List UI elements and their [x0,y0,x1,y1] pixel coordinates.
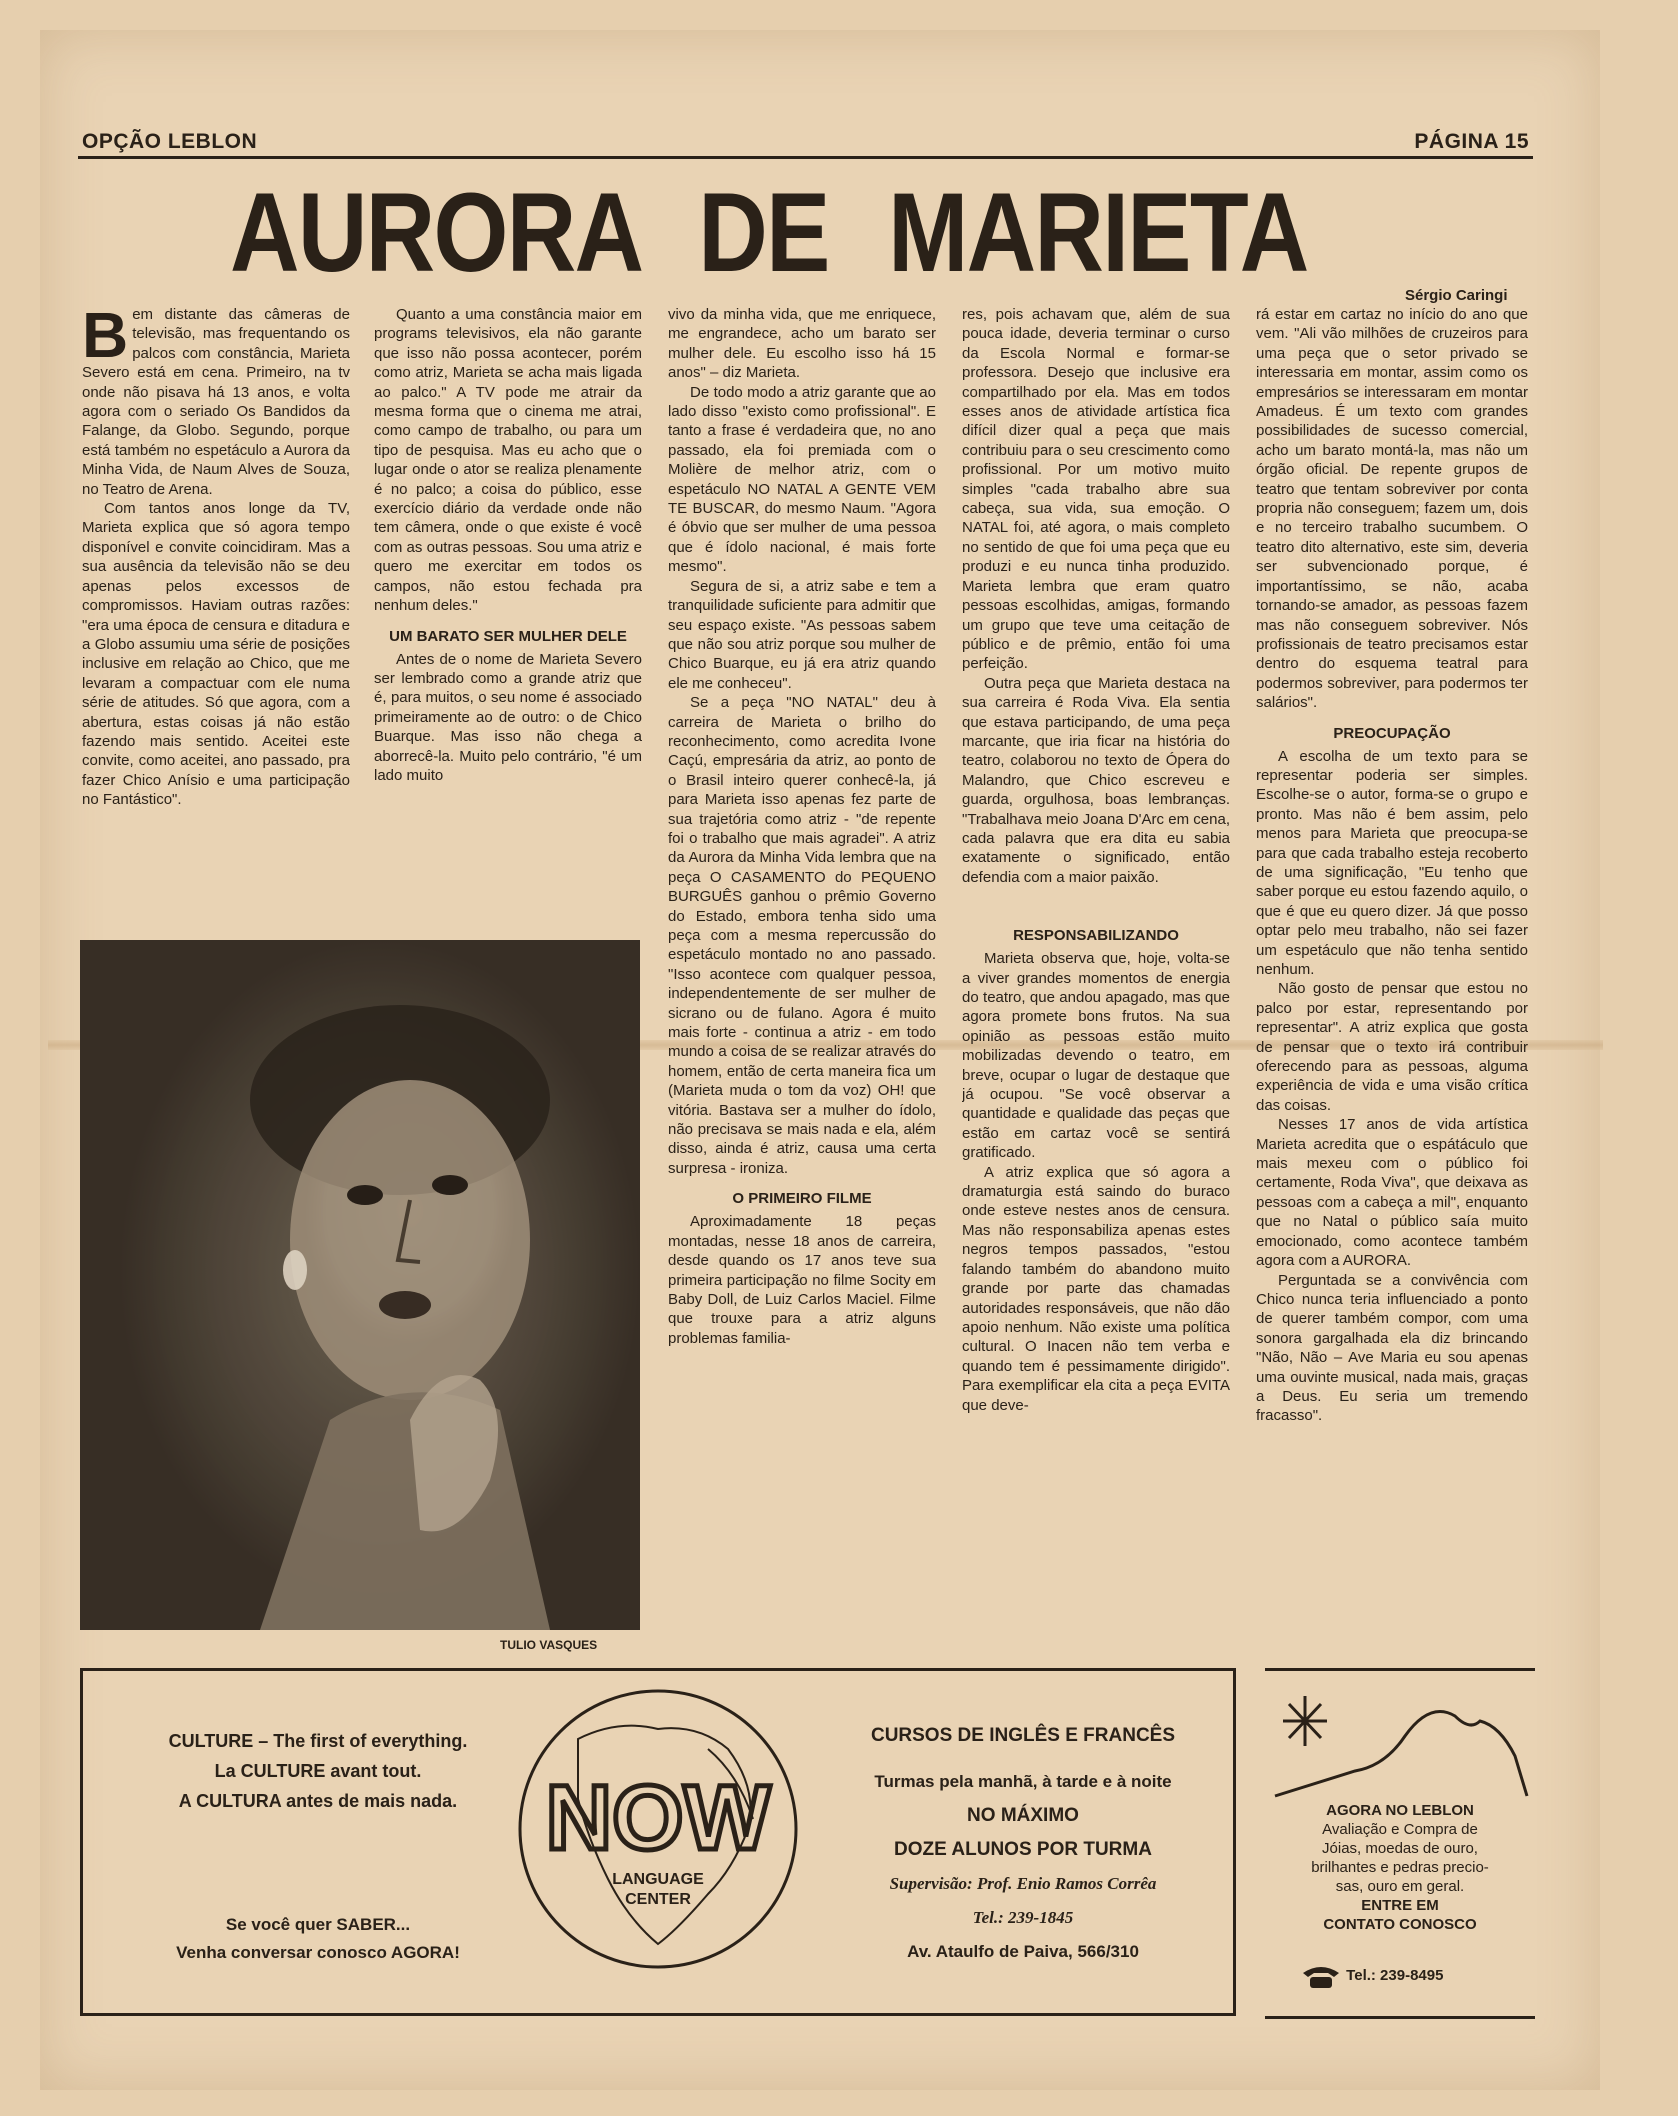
portrait-illustration [80,940,640,1630]
page-number: PÁGINA 15 [1414,130,1529,153]
subheading: UM BARATO SER MULHER DELE [389,627,627,645]
paragraph: A atriz explica que só agora a dramaturgia está saindo do buraco onde esteve nestes anos de censura. Mas não responsabiliza apenas estes negros tempos passados, "estou falando também do abandono muito grande por parte das chamadas autoridades responsáveis, que não dão apoio nenhum. Não existe uma política cultural. O Inacen não tem verba e quando tem é pessimamente dirigido". Para exemplificar ela cita a peça EVITA que deve- [962,1163,1230,1414]
telephone-icon [1300,1963,1342,1989]
drop-cap: B [82,305,129,371]
article-column-1 [82,305,350,917]
ad-agora-no-leblon [1265,1668,1535,2019]
portrait-photo [80,940,640,1630]
paragraph: Quanto a uma constância maior em programs televisivos, ela não garante que isso não possa acontecer, porém como atriz, Marieta se acha mais ligada ao palco." A TV pode me atrair da mesma forma que o cinema me atrai, como campo de trabalho, ou para um tipo de pesquisa. Mas eu acho que o lugar onde o ator se realiza plenamente é no palco; a coisa do público, esse exercício diário da verdade onde não tem câmera, onde o que existe é você com as outras pessoas. Sou uma atriz e quero me exercitar em todos os campos, não estou fechada pra nenhum deles." [374,306,642,615]
paragraph: res, pois achavam que, além de sua pouca idade, deveria terminar o curso da Escola Normal e formar-se professora. Desejo que inclusive era compartilhado por ela. Mas em todos esses anos de atividade artística fica difícil dizer qual a peça que mais contribuiu para o seu crescimento como profissional. Por um motivo muito simples "cada trabalho abre sua cabeça, sua vida, sua emoção. O NATAL foi, até agora, o mais completo no sentido de que foi uma peça que eu produzi e eu nunca tinha produzido. Marieta lembra que eram quatro pessoas escolhidas, amigas, formando um grupo que teve uma ceitação de público e de prêmio, então foi uma perfeição. [962,306,1230,673]
paragraph: Não gosto de pensar que estou no palco por estar, representando por representar". A atriz explica que gosta de pensar que o texto irá contribuir oferecendo para as pessoas, alguma experiência de vida e uma visão crítica das coisas. [1256,980,1528,1114]
article-column-4 [962,305,1230,1637]
logo-now: NOW [545,1767,771,1869]
agora-line: Avaliação e Compra de [1322,1821,1478,1838]
paragraph: Com tantos anos longe da TV, Marieta explica que só agora tempo disponível e convite coincidiram. Mas a sua ausência da televisão não se deu apenas pelos excessos de compromissos. Haviam outras razões: "era uma época de censura e ditadura e a Globo assumiu uma série de posições inclusive em relação ao Chico, que me levaram a compactuar com ele numa série de atitudes. Só que agora, com a abertura, estas coisas já não estão fazendo mais sentido. Aceitei este convite, como aceitei, ano passado, pra fazer Chico Anísio e uma participação no Fantástico". [82,500,350,809]
agora-line: brilhantes e pedras precio- [1311,1859,1489,1876]
mountain-snowflake-icon [1265,1676,1535,1801]
paragraph: Se a peça "NO NATAL" deu à carreira de Marieta o brilho do reconhecimento, como acredita Ivone Caçú, empresária da atriz, ao ponto de o Brasil inteiro querer conhecê-la, já para Marieta isso apenas fez parte de sua trajetória como atriz - "de repente foi o trabalho que mais agradei". A atriz da Aurora da Minha Vida lembra que na peça O CASAMENTO do PEQUENO BURGUÊS ganhou o prêmio Governo do Estado, embora tenha sido uma peça com a mesma repercussão do espetáculo montado no ano passado. "Isso acontece com qualquer pessoa, independentemente de ser mulher de sicrano ou de fulano. Agora é muito mais forte - continua a atriz - em todo mundo a coisa de se realizar através do homem, então de certa maneira fica um (Marieta muda o tom da voz) OH! que vitória. Bastava ser a mulher do ídolo, não precisava se mais nada e ela, além disso, ainda é atriz, causa uma certa surpresa - ironiza. [668,694,936,1177]
section-name: OPÇÃO LEBLON [82,130,258,153]
paragraph: Antes de o nome de Marieta Severo ser lembrado como a grande atriz que é, para muitos, o seu nome é associado primeiramente ao de outro: o de Chico Buarque. Mas isso não chega a aborrecê-la. Muito pelo contrário, "é um lado muito [374,650,642,784]
running-head [78,130,1533,159]
article-column-5 [1256,305,1528,1637]
paragraph: Nesses 17 anos de vida artística Marieta acredita que o espátáculo que mais mexeu com o público foi certamente, Roda Viva", que deixava as pessoas com a cabeça a mil", enquanto que no Natal o público saía muito emocionado, como acontece também agora com a AURORA. [1256,1116,1528,1270]
agora-phone-row [1300,1963,1443,1989]
paragraph: Marieta observa que, hoje, volta-se a viver grandes momentos de energia do teatro, que andou apagado, mas que agora promete bons frutos. Na sua opinião as pessoas estão muito mobilizadas devendo o teatro, em breve, ocupar o lugar de destaque que já ocupou. "Se você observar a quantidade e qualidade das peças que estão em cartaz você se sentirá gratificado. [962,950,1230,1162]
subheading: O PRIMEIRO FILME [732,1190,872,1208]
globe-logo-icon [508,1679,808,1979]
courses-supervision: Supervisão: Prof. Enio Ramos Corrêa [889,1874,1157,1893]
article-column-2 [374,305,642,917]
logo-language: LANGUAGE [612,1871,704,1888]
paragraph: Perguntada se a convivência com Chico nunca teria influenciado a ponto de querer também compor, com uma sonora gargalhada ela diz brincando "Não, Não – Ave Maria eu sou apenas uma ouvinte musical, nada mais, graças a Deus. Eu seria um tremendo fracasso". [1256,1271,1528,1425]
courses-phone: Tel.: 239-1845 [972,1908,1074,1927]
courses-schedule: Turmas pela manhã, à tarde e à noite [874,1772,1172,1791]
ad-now-language-center [80,1668,1236,2016]
agora-phone: Tel.: 239-8495 [1346,1966,1444,1984]
subheading: PREOCUPAÇÃO [1333,724,1451,742]
courses-title: CURSOS DE INGLÊS E FRANCÊS [870,1725,1176,1746]
paragraph: Bem distante das câmeras de televisão, mas frequentando os palcos com constância, Marieta Severo está em cena. Primeiro, na tv onde não pisava há 13 anos, e volta agora com o seriado Os Bandidos da Falange, da Globo. Segundo, porque está também no espetáculo a Aurora da Minha Vida, de Naum Alves de Souza, no Teatro de Arena. [82,305,350,498]
article-byline: Sérgio Caringi [1405,287,1508,304]
photo-credit: TULIO VASQUES [500,1638,598,1652]
paragraph: Aproximadamente 18 peças montadas, nesse 18 anos de carreira, desde quando os 17 anos teve sua primeira participação no filme Socity em Baby Doll, de Luiz Carlos Maciel. Filme que trouxe para a atriz alguns problemas familia- [668,1213,936,1347]
paragraph: A escolha de um texto para se representar poderia ser simples. Escolhe-se o autor, forma-se o grupo e pronto. Mas não é bem assim, pelo menos para Marieta que preocupa-se para que cada trabalho esteja recoberto de uma significação, "Eu tenho que saber porque eu estou fazendo aquilo, o que é que eu quero dizer. Já que posso optar pelo meu trabalho, não sei fazer um espetáculo que não tenha sentido nenhum. [1256,747,1528,978]
paragraph: vivo da minha vida, que me enriquece, me engrandece, acho um barato ser mulher dele. Eu escolho isso há 15 anos" – diz Marieta. [668,306,936,382]
paragraph: Outra peça que Marieta destaca na sua carreira é Roda Viva. Ela sentia que estava participando, de uma peça marcante, que iria ficar na história do teatro, colaborou no texto de Ópera do Malandro, que Chico escreveu e guarda, orgulhosa, boas lembranças. "Trabalhava meio Joana D'Arc em cena, cada palavra que era dita eu sabia exatamente o significado, então defendia com a maior paixão. [962,674,1230,886]
agora-line: sas, ouro em geral. [1335,1878,1465,1895]
ad-courses-info [823,1719,1223,1969]
courses-max-1: NO MÁXIMO [967,1805,1079,1826]
ad-culture-slogan: CULTURE – The first of everything. La CULTURE avant tout. A CULTURA antes de mais nada. [168,1731,468,1811]
article-headline: AURORA DE MARIETA [230,170,1308,295]
ad-call-to-action: Se você quer SABER... Venha conversar conosco AGORA! [176,1915,460,1962]
courses-address: Av. Ataulfo de Paiva, 566/310 [907,1942,1139,1961]
courses-max-2: DOZE ALUNOS POR TURMA [894,1839,1152,1860]
logo-center: CENTER [625,1891,691,1908]
paragraph: Segura de si, a atriz sabe e tem a tranquilidade suficiente para admitir que seu espaço existe. "As pessoas sabem que não sou atriz porque sou mulher de Chico Buarque, eu já era atriz quando ele me conheceu". [668,577,936,692]
paragraph: rá estar em cartaz no início do ano que vem. "Ali vão milhões de cruzeiros para uma peça que o setor privado se interessaria em montar, assim como os empresários se interessaram em montar Amadeus. É um texto com grandes possibilidades de sucesso comercial, acho um barato montá-la, mas não um órgão oficial. De repente grupos de teatro que tentam sobreviver por conta propria não conseguem; fazem um, dois e no terceiro trabalho sucumbem. O teatro dito alternativo, este sim, deveria ser subvencionado porque, é importantíssimo, se não, acaba tornando-se amador, as pessoas fazem mas não conseguem sobreviver. Nós profissionais de teatro precisamos estar dentro do esquema teatral para podermos sobreviver, para podermos ter salários". [1256,306,1528,712]
agora-line: Jóias, moedas de ouro, [1322,1840,1478,1857]
paragraph: De todo modo a atriz garante que ao lado disso "existo como profissional". E tanto a frase é verdadeira que, no ano passado, ela foi premiada com o Molière de melhor atriz, com o espetáculo NO NATAL A GENTE VEM TE BUSCAR, do mesmo Naum. "Agora é óbvio que ser mulher de uma pessoa que é ídolo nacional, é mais forte mesmo". [668,383,936,576]
article-column-3 [668,305,936,1637]
agora-cta: ENTRE EM [1361,1897,1439,1914]
agora-cta: CONTATO CONOSCO [1323,1916,1477,1933]
agora-title: AGORA NO LEBLON [1326,1802,1474,1819]
subheading: RESPONSABILIZANDO [1013,927,1179,945]
